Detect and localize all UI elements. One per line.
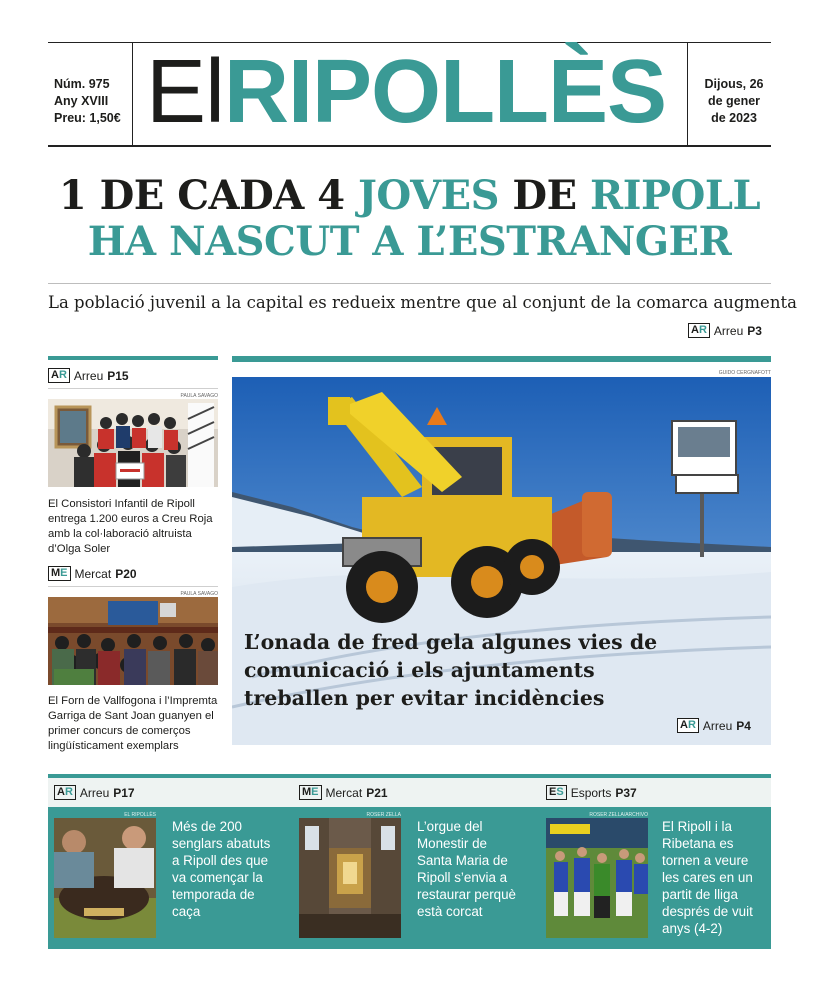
section-name: Arreu — [713, 323, 744, 338]
section-code-b: E — [311, 786, 319, 798]
page-ref: P3 — [747, 323, 762, 338]
section-code-a: M — [302, 786, 312, 798]
section-code-b: R — [64, 786, 73, 798]
bottom-2-tag[interactable] — [299, 785, 388, 800]
page-ref: P15 — [107, 368, 129, 383]
main-headline[interactable] — [20, 173, 799, 265]
bottom-2-text[interactable]: L’orgue del Monestir de Santa Maria de Ripoll s’envia a restaurar perquè està corcat — [417, 819, 516, 919]
page-ref: P20 — [115, 566, 137, 581]
page-ref: P17 — [113, 785, 135, 800]
bottom-3-tag[interactable] — [546, 785, 637, 800]
logo-el: El — [146, 42, 225, 142]
section-code-a: A — [57, 786, 65, 798]
section-code-a: A — [51, 369, 59, 381]
audience-photo-illustration — [48, 597, 218, 685]
headline-rule — [48, 283, 771, 284]
headline-line-1 — [20, 173, 799, 219]
sidebar-rule — [48, 388, 218, 389]
photo-credit: PAULA SAVAGO — [180, 393, 218, 399]
sidebar-1-caption[interactable]: El Consistori Infantil de Ripoll entrega 1.200 euros a Creu Roja amb la col·laboració altruista d’Olga Soler — [48, 498, 213, 555]
section-name: Mercat — [325, 785, 363, 800]
masthead-divider-right — [687, 42, 688, 146]
newspaper-logo[interactable] — [146, 42, 676, 142]
section-name: Arreu — [73, 368, 104, 383]
main-story-tag[interactable] — [677, 718, 751, 733]
section-code-b: R — [58, 369, 67, 381]
group-photo-illustration — [48, 399, 218, 487]
bottom-tag-strip — [48, 778, 771, 807]
section-code-b: S — [556, 786, 564, 798]
section-code-a: M — [51, 567, 61, 579]
section-code — [48, 368, 70, 383]
bottom-1-tag[interactable] — [54, 785, 135, 800]
masthead-bottom-rule — [48, 145, 771, 147]
date-line-3: de 2023 — [711, 111, 757, 125]
section-code-b: E — [60, 567, 68, 579]
issue-date — [693, 76, 775, 127]
football-photo-illustration — [546, 818, 648, 938]
headline-part-3: DE — [498, 172, 591, 219]
section-name: Arreu — [702, 718, 733, 733]
sidebar-2-caption[interactable]: El Forn de Vallfogona i l’Impremta Garriga de Sant Joan guanyen el primer concurs de comerços lingüísticament exemplars — [48, 695, 218, 752]
photo-credit: ROSER ZELLA/ARCHIVO — [589, 812, 648, 818]
page-ref: P4 — [736, 718, 751, 733]
bottom-1-text[interactable]: Més de 200 senglars abatuts a Ripoll des que va començar la temporada de caça — [172, 819, 271, 919]
photo-credit: GUIDO CERGNAFOTT — [718, 370, 771, 376]
boar-photo-illustration — [54, 818, 156, 938]
logo-ripolles: RIPOLLÈS — [224, 42, 667, 142]
photo-credit: PAULA SAVAGO — [180, 591, 218, 597]
section-name: Arreu — [79, 785, 110, 800]
date-line-2: de gener — [707, 94, 761, 108]
headline-subhead: La població juvenil a la capital es redueix mentre que al conjunt de la comarca augmenta — [48, 293, 797, 312]
section-code — [688, 323, 710, 338]
main-story-caption[interactable]: L’onada de fred gela algunes vies de comunicació i els ajuntaments treballen per evitar incidències — [244, 630, 658, 710]
bottom-3-text[interactable]: El Ripoll i la Ribetana es tornen a veure les cares en un partit de lliga després de vuit anys (4-2) — [662, 819, 753, 936]
section-code — [677, 718, 699, 733]
sidebar-accent-bar — [48, 356, 218, 360]
page-ref: P37 — [615, 785, 637, 800]
bottom-2-photo[interactable] — [299, 818, 401, 938]
issue-price: Preu: 1,50€ — [54, 111, 121, 125]
section-code-a: E — [549, 786, 557, 798]
date-line-1: Dijous, 26 — [704, 77, 764, 91]
headline-part-1: 1 DE CADA 4 — [58, 172, 358, 219]
headline-line-2: HA NASCUT A L’ESTRANGER — [87, 218, 732, 265]
section-code — [54, 785, 76, 800]
headline-part-4: RIPOLL — [590, 172, 761, 219]
main-accent-bar — [232, 356, 771, 362]
section-code-a: A — [680, 719, 688, 731]
issue-number: Núm. 975 — [54, 77, 110, 91]
page-ref: P21 — [366, 785, 388, 800]
photo-credit: EL RIPOLLÈS — [124, 812, 156, 818]
bottom-1-photo[interactable] — [54, 818, 156, 938]
sidebar-1-tag[interactable] — [48, 368, 129, 383]
headline-section-tag[interactable] — [688, 323, 762, 338]
sidebar-1-photo[interactable] — [48, 399, 218, 487]
issue-year: Any XVIII — [54, 94, 109, 108]
section-code — [48, 566, 71, 581]
section-code-b: R — [698, 324, 707, 336]
section-code-a: A — [691, 324, 699, 336]
section-code — [546, 785, 567, 800]
organ-photo-illustration — [299, 818, 401, 938]
sidebar-rule — [48, 586, 218, 587]
section-name: Mercat — [74, 566, 112, 581]
sidebar-2-tag[interactable] — [48, 566, 137, 581]
headline-part-2: JOVES — [358, 172, 499, 219]
section-name: Esports — [570, 785, 612, 800]
issue-info — [54, 76, 134, 127]
section-code-b: R — [687, 719, 696, 731]
photo-credit: ROSER ZELLA — [366, 812, 401, 818]
section-code — [299, 785, 322, 800]
sidebar-2-photo[interactable] — [48, 597, 218, 685]
bottom-3-photo[interactable] — [546, 818, 648, 938]
